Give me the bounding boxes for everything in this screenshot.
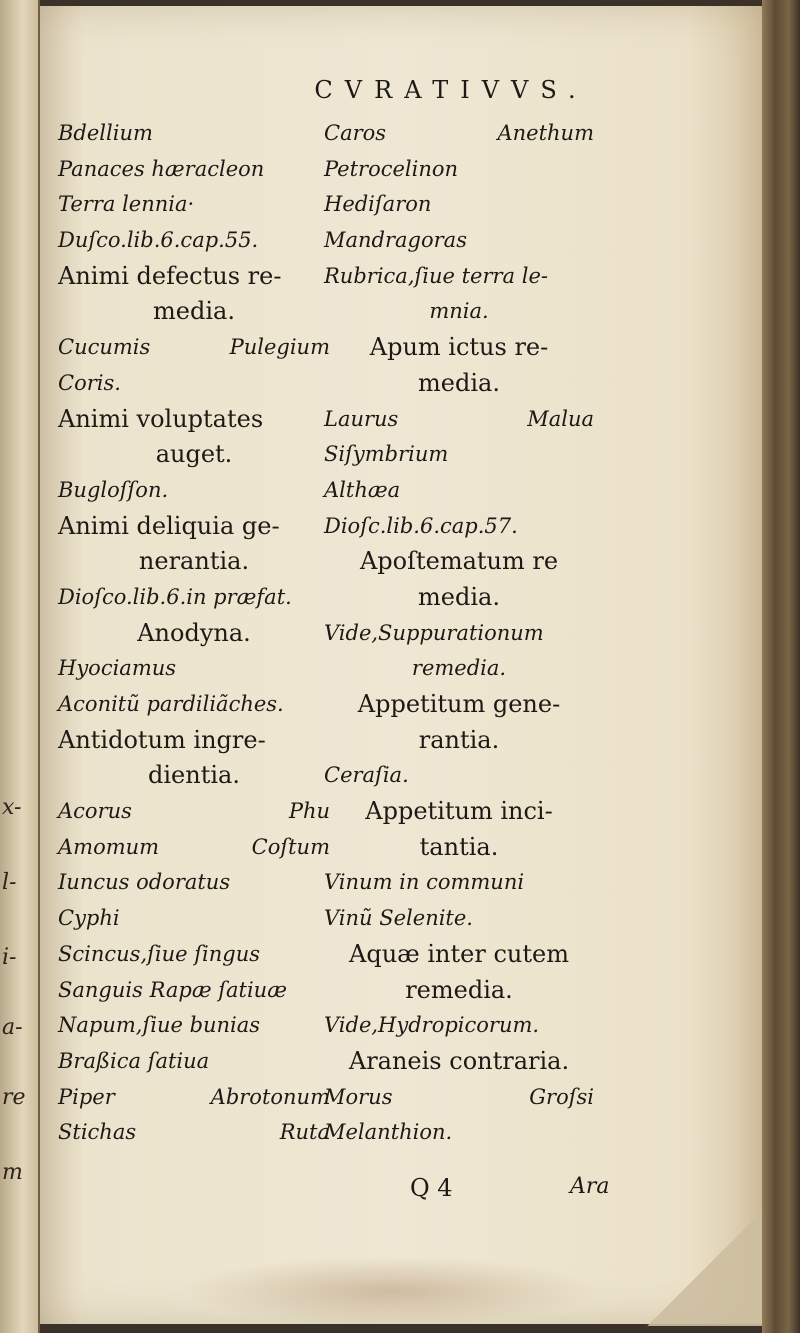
entry-text: Dioſco.lib.6.in præfat. [58, 584, 292, 609]
entry-text: Animi defectus re- [58, 261, 282, 290]
facing-page-text-fragment: l- [2, 870, 17, 895]
entry-text: Hyociamus [58, 656, 177, 681]
entry-text: Braßica ſatiua [58, 1048, 210, 1073]
right-text-column [324, 116, 594, 1151]
entry-term: Morus [324, 1084, 393, 1109]
text-line [58, 544, 330, 580]
entry-term: Piper [58, 1084, 115, 1109]
signature-mark: Q 4 [410, 1174, 453, 1202]
text-line [324, 402, 594, 438]
text-line [324, 901, 594, 937]
entry-text: Cyphi [58, 906, 120, 931]
text-line [58, 187, 330, 223]
entry-text: Vide,Hydropicorum. [324, 1013, 540, 1038]
entry-text: Anodyna. [137, 618, 251, 647]
text-line [324, 330, 594, 366]
entry-text: Scincus,ſiue ſingus [58, 941, 261, 966]
water-stain [180, 1256, 600, 1326]
text-line [324, 152, 594, 188]
text-line [324, 1115, 594, 1151]
entry-text: Iuncus odoratus [58, 870, 231, 895]
entry-text: rantia. [418, 725, 500, 754]
text-line [324, 830, 594, 866]
facing-page-text-fragment: a- [2, 1015, 23, 1040]
entry-text: remedia. [405, 975, 513, 1004]
entry-term: Stichas [58, 1120, 137, 1145]
entry-text: Napum,ſiue bunias [58, 1013, 261, 1038]
text-line [58, 473, 330, 509]
running-header: CVRATIVVS. [314, 76, 588, 104]
text-line [58, 758, 330, 794]
entry-text: Animi deliquia ge- [58, 511, 280, 540]
text-line [58, 402, 330, 438]
entry-text: Dioſc.lib.6.cap.57. [324, 513, 518, 538]
entry-text: Aconitũ pardiliãches. [58, 692, 284, 716]
text-line [324, 723, 594, 759]
text-line [324, 1008, 594, 1044]
text-line [324, 366, 594, 402]
entry-text: Melanthion. [324, 1120, 453, 1145]
entry-term: Pulegium [229, 335, 330, 360]
entry-text: Animi voluptates [58, 404, 264, 433]
text-line [58, 509, 330, 545]
text-line [58, 901, 330, 937]
entry-text: Panaces hæracleon [58, 156, 265, 181]
text-line [58, 152, 330, 188]
text-line [324, 1044, 594, 1080]
entry-text: media. [418, 582, 500, 611]
text-line [58, 687, 330, 723]
text-line [58, 1115, 330, 1151]
facing-page-text-fragment: m [2, 1160, 23, 1185]
text-line [324, 544, 594, 580]
text-line [58, 937, 330, 973]
entry-text: Sanguis Rapæ ſatiuæ [58, 977, 287, 1002]
adjacent-page-edge [0, 0, 40, 1333]
text-line [324, 580, 594, 616]
text-line [58, 1008, 330, 1044]
text-line [324, 758, 594, 794]
book-page [40, 6, 762, 1324]
facing-page-text-fragment: x- [2, 795, 22, 820]
entry-text: Bdellium [58, 121, 153, 145]
left-text-column [58, 116, 330, 1151]
text-line [324, 865, 594, 901]
facing-page-text-fragment: i- [2, 945, 17, 970]
entry-text: Apum ictus re- [369, 333, 549, 362]
text-line [324, 1080, 594, 1116]
entry-term: Laurus [324, 406, 399, 431]
entry-text: media. [153, 297, 235, 326]
entry-text: Hediſaron [324, 192, 432, 217]
text-line [324, 973, 594, 1009]
entry-term: Phu [288, 799, 330, 824]
text-line [58, 259, 330, 295]
entry-text: tantia. [419, 832, 499, 861]
entry-text: mnia. [429, 299, 489, 324]
entry-term: Caros [324, 121, 387, 145]
entry-term: Coſtum [251, 834, 330, 859]
text-line [58, 294, 330, 330]
entry-text: nerantia. [138, 547, 250, 576]
entry-text: Vinũ Selenite. [324, 906, 473, 931]
text-line [58, 830, 330, 866]
entry-text: media. [418, 368, 500, 397]
text-line [58, 366, 330, 402]
entry-text: Petrocelinon [324, 156, 459, 181]
entry-text: dientia. [148, 761, 240, 790]
entry-text: Vinum in communi [324, 870, 525, 895]
text-line [324, 116, 594, 152]
text-line [324, 437, 594, 473]
entry-term: Malua [527, 406, 594, 431]
entry-text: Siſymbrium [324, 442, 449, 467]
entry-term: Groſsi [529, 1084, 594, 1109]
text-line [324, 187, 594, 223]
text-line [58, 651, 330, 687]
entry-text: Rubrica,ſiue terra le- [324, 263, 548, 288]
entry-text: remedia. [411, 656, 507, 681]
entry-term: Cucumis [58, 335, 151, 360]
text-line [58, 723, 330, 759]
entry-text: Appetitum gene- [357, 690, 561, 718]
text-line [324, 794, 594, 830]
catchword: Ara [570, 1174, 610, 1199]
entry-text: auget. [155, 440, 233, 469]
entry-term: Abrotonum [210, 1084, 330, 1109]
entry-term: Ruta [279, 1120, 330, 1145]
text-line [324, 616, 594, 652]
entry-term: Acorus [58, 799, 132, 824]
text-line [324, 294, 594, 330]
text-line [324, 223, 594, 259]
entry-text: Ceraſia. [324, 763, 409, 788]
text-line [324, 687, 594, 723]
text-line [324, 509, 594, 545]
text-line [58, 330, 330, 366]
text-line [324, 651, 594, 687]
text-line [324, 473, 594, 509]
facing-page-text-fragment: re [2, 1085, 26, 1110]
text-line [58, 223, 330, 259]
entry-text: Antidotum ingre- [58, 725, 266, 754]
entry-text: Araneis contraria. [348, 1046, 570, 1075]
entry-text: Bugloſſon. [58, 477, 169, 502]
entry-text: Coris. [58, 370, 121, 395]
text-line [58, 1080, 330, 1116]
entry-text: Vide,Suppurationum [324, 620, 544, 645]
text-line [58, 437, 330, 473]
text-line [58, 794, 330, 830]
entry-text: Apoſtematum re [359, 547, 559, 576]
entry-text: Mandragoras [324, 228, 467, 253]
entry-term: Amomum [58, 834, 160, 859]
text-line [58, 1044, 330, 1080]
entry-term: Anethum [497, 121, 594, 145]
text-line [58, 116, 330, 152]
entry-text: Dиſco.lib.6.cap.55. [58, 228, 259, 253]
text-line [58, 865, 330, 901]
text-line [58, 973, 330, 1009]
entry-text: Terra lennia· [58, 192, 195, 217]
book-spine [762, 0, 800, 1333]
entry-text: Appetitum inci- [365, 797, 553, 826]
entry-text: Aquæ inter cutem [349, 939, 569, 968]
text-line [324, 937, 594, 973]
text-line [58, 580, 330, 616]
entry-text: Althæa [324, 477, 401, 502]
text-line [58, 616, 330, 652]
text-line [324, 259, 594, 295]
